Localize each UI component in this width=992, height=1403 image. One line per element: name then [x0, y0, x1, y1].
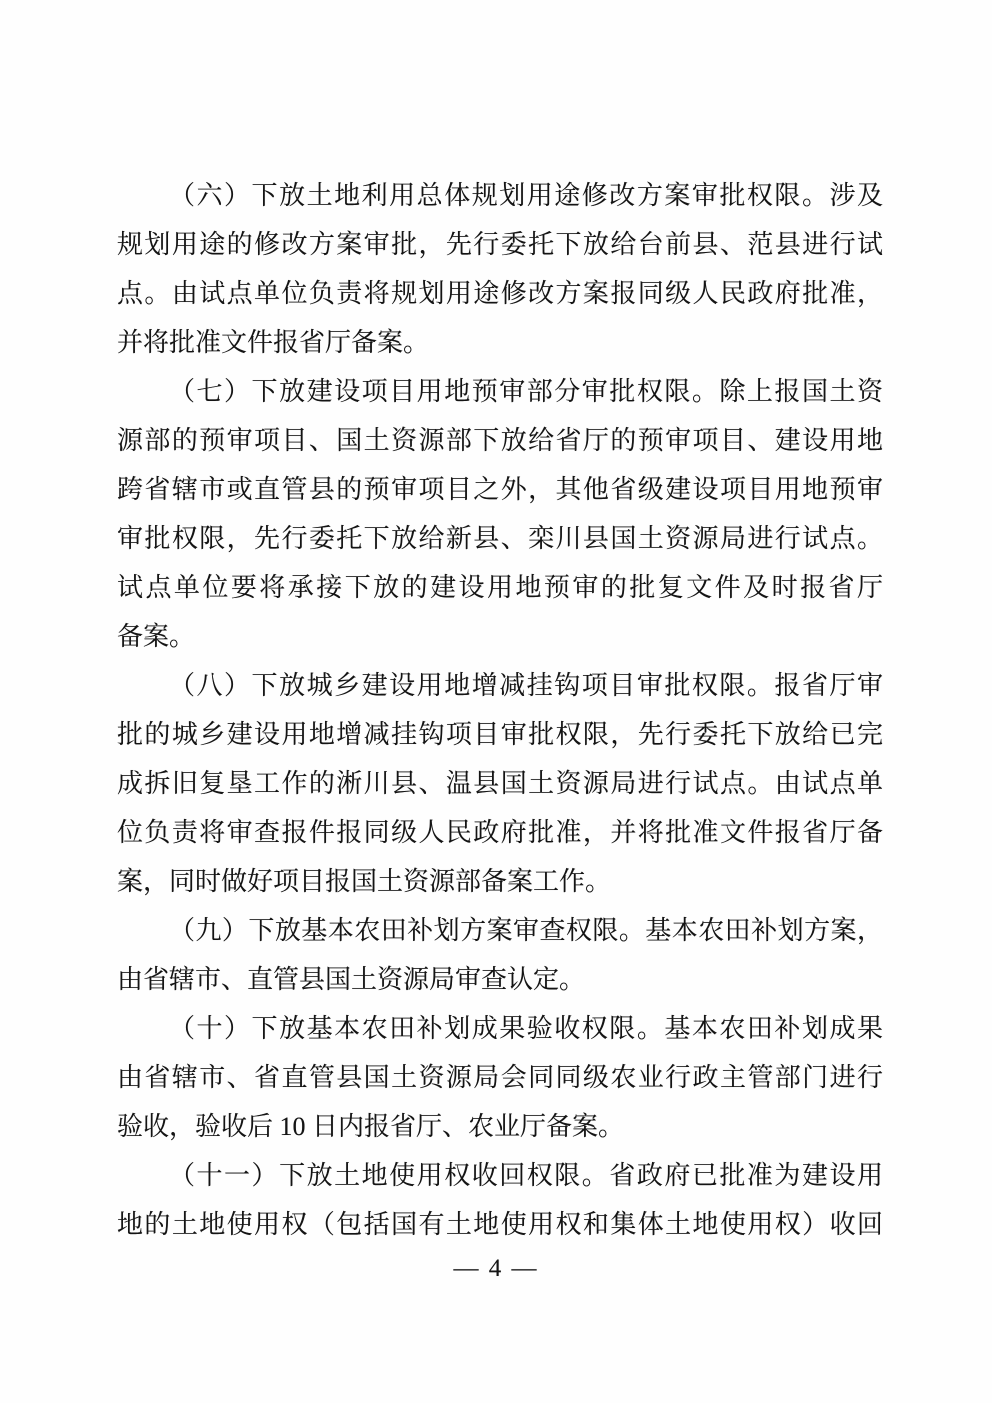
text-line: 由省辖市、省直管县国土资源局会同同级农业行政主管部门进行 — [117, 1063, 883, 1092]
text-line: 地的土地使用权（包括国有土地使用权和集体土地使用权）收回 — [117, 1210, 883, 1239]
text-line: （九）下放基本农田补划方案审查权限。基本农田补划方案， — [169, 916, 883, 945]
paragraph-item-7 — [117, 367, 883, 661]
text-line: 规划用途的修改方案审批，先行委托下放给台前县、范县进行试 — [117, 230, 883, 259]
text-line: 案，同时做好项目报国土资源部备案工作。 — [117, 867, 612, 896]
text-line: 审批权限，先行委托下放给新县、栾川县国土资源局进行试点。 — [117, 524, 883, 553]
paragraph-item-6 — [117, 171, 883, 367]
text-line: （十一）下放土地使用权收回权限。省政府已批准为建设用 — [169, 1161, 883, 1190]
text-line: （六）下放土地利用总体规划用途修改方案审批权限。涉及 — [169, 181, 883, 210]
document-body — [117, 171, 883, 1249]
paragraph-item-11 — [117, 1151, 883, 1249]
page-number: — 4 — — [453, 1255, 539, 1282]
text-line: 源部的预审项目、国土资源部下放给省厅的预审项目、建设用地 — [117, 426, 883, 455]
paragraph-item-9 — [117, 906, 883, 1004]
text-line: 试点单位要将承接下放的建设用地预审的批复文件及时报省厅 — [117, 573, 883, 602]
text-line: 跨省辖市或直管县的预审项目之外，其他省级建设项目用地预审 — [117, 475, 883, 504]
text-line: 并将批准文件报省厅备案。 — [117, 328, 430, 357]
text-line: 成拆旧复垦工作的淅川县、温县国土资源局进行试点。由试点单 — [117, 769, 883, 798]
text-line: 备案。 — [117, 622, 196, 651]
paragraph-item-10 — [117, 1004, 883, 1151]
text-line: 点。由试点单位负责将规划用途修改方案报同级人民政府批准， — [117, 279, 883, 308]
text-line: 由省辖市、直管县国土资源局审查认定。 — [117, 965, 586, 994]
text-line: （十）下放基本农田补划成果验收权限。基本农田补划成果 — [169, 1014, 883, 1043]
text-line: 位负责将审查报件报同级人民政府批准，并将批准文件报省厅备 — [117, 818, 883, 847]
text-line: 批的城乡建设用地增减挂钩项目审批权限，先行委托下放给已完 — [117, 720, 883, 749]
paragraph-item-8 — [117, 661, 883, 906]
text-line: （七）下放建设项目用地预审部分审批权限。除上报国土资 — [169, 377, 883, 406]
text-line: 验收，验收后 10 日内报省厅、农业厅备案。 — [117, 1112, 625, 1141]
text-line: （八）下放城乡建设用地增减挂钩项目审批权限。报省厅审 — [169, 671, 883, 700]
